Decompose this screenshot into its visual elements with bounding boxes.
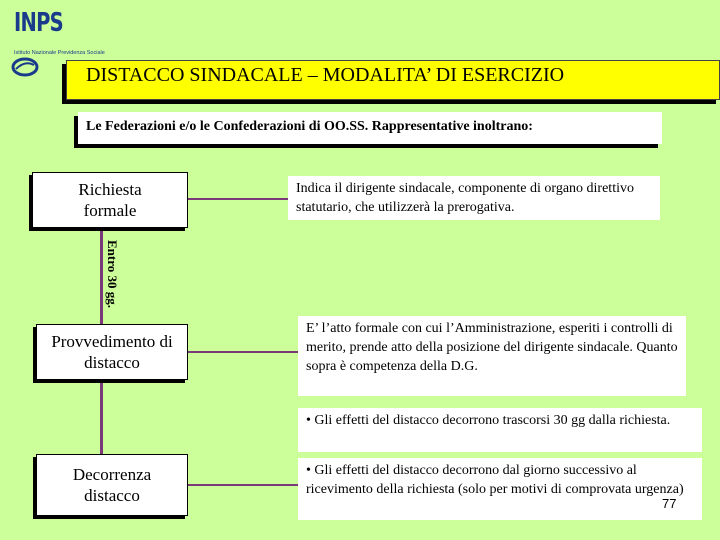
step-label: Richiesta formale [78, 180, 142, 220]
connector-step-3 [186, 484, 298, 486]
logo-letters: INPS [14, 8, 63, 38]
step-1-description: Indica il dirigente sindacale, componente di organo direttivo statutario, che utilizzerà la prerogativa. [288, 176, 660, 220]
connector-step-2 [186, 351, 298, 353]
logo-subtitle: Istituto Nazionale Previdenza Sociale [14, 50, 105, 56]
step-decorrenza [36, 454, 188, 516]
logo-emblem-icon [10, 56, 40, 78]
deadline-label: Entro 30 gg. [105, 240, 120, 309]
step-label: Decorrenza distacco [72, 465, 152, 505]
intro-text: Le Federazioni e/o le Confederazioni di OO.SS. Rappresentative inoltrano: [86, 119, 533, 134]
step-label: Provvedimento di distacco [51, 332, 173, 372]
connector-step-1 [186, 198, 288, 200]
step-richiesta-formale [32, 172, 188, 228]
page-title: DISTACCO SINDACALE – MODALITA’ DI ESERCIZIO [86, 64, 565, 86]
step-provvedimento [36, 324, 188, 380]
page-number: 77 [662, 496, 677, 511]
step-3-bullet-2: • Gli effetti del distacco decorrono dal giorno successivo al ricevimento della richiesta (solo per motivi di comprovata urgenza) [298, 458, 702, 520]
step-2-description: E’ l’atto formale con cui l’Amministrazione, esperiti i controlli di merito, prende atto della posizione del dirigente sindacale. Quanto sopra è competenza della D.G. [298, 316, 686, 396]
step-3-bullet-1: • Gli effetti del distacco decorrono trascorsi 30 gg dalla richiesta. [298, 408, 702, 452]
